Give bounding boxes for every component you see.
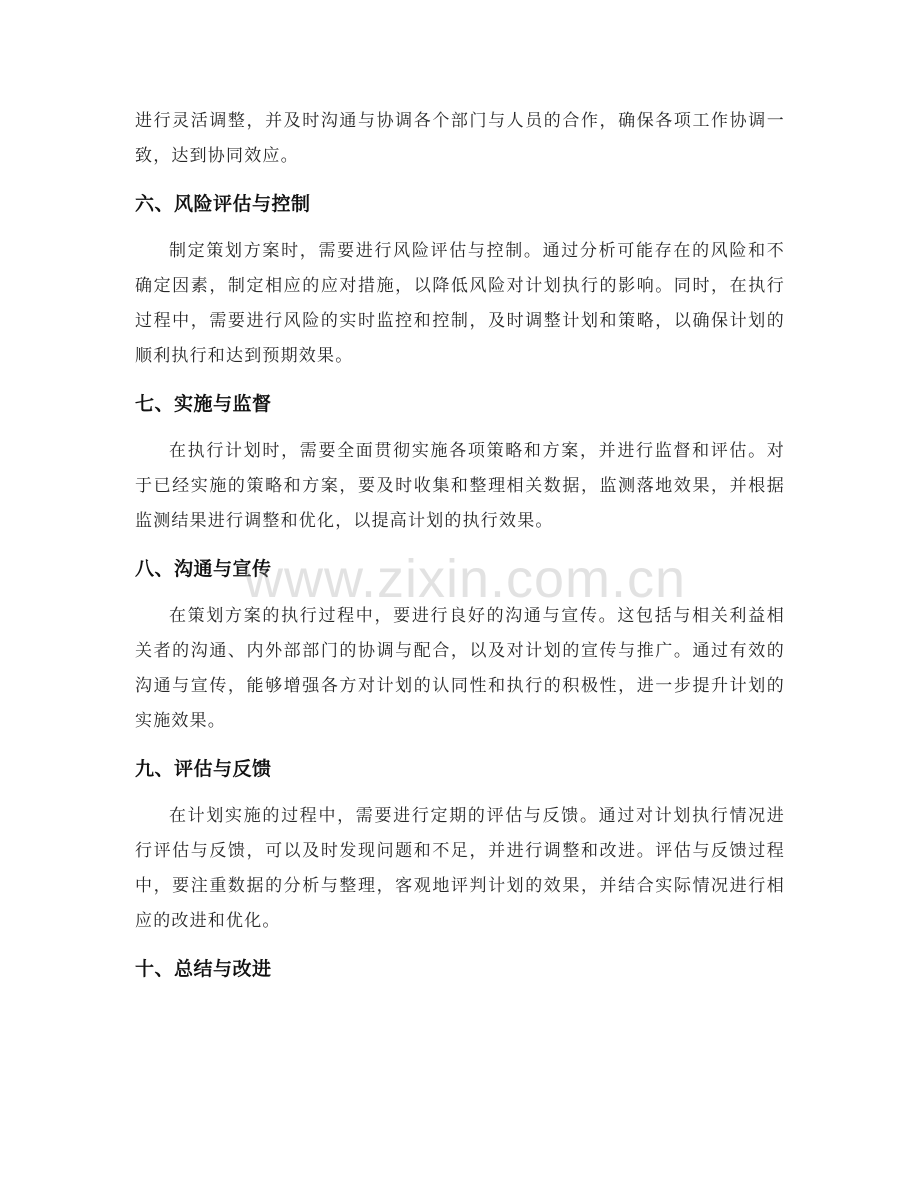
- section-heading-7: 七、实施与监督: [135, 393, 272, 415]
- document-body: [135, 104, 785, 987]
- section-heading-6: 六、风险评估与控制: [135, 193, 311, 215]
- section-heading-10: 十、总结与改进: [135, 958, 272, 980]
- section-body-8: 在策划方案的执行过程中，要进行良好的沟通与宣传。这包括与相关利益相关者的沟通、内外部部门的协调与配合，以及对计划的宣传与推广。通过有效的沟通与宣传，能够增强各方对计划的认同性和执行的积极性，进一步提升计划的实施效果。: [135, 606, 785, 731]
- section-heading-9: 九、评估与反馈: [135, 758, 272, 780]
- section-body-9: 在计划实施的过程中，需要进行定期的评估与反馈。通过对计划执行情况进行评估与反馈，可以及时发现问题和不足，并进行调整和改进。评估与反馈过程中，要注重数据的分析与整理，客观地评判计划的效果，并结合实际情况进行相应的改进和优化。: [135, 806, 785, 931]
- section-heading-8: 八、沟通与宣传: [135, 558, 272, 580]
- section-body-7: 在执行计划时，需要全面贯彻实施各项策略和方案，并进行监督和评估。对于已经实施的策略和方案，要及时收集和整理相关数据，监测落地效果，并根据监测结果进行调整和优化，以提高计划的执行效果。: [135, 441, 785, 531]
- section-body-6: 制定策划方案时，需要进行风险评估与控制。通过分析可能存在的风险和不确定因素，制定相应的应对措施，以降低风险对计划执行的影响。同时，在执行过程中，需要进行风险的实时监控和控制，及时调整计划和策略，以确保计划的顺利执行和达到预期效果。: [135, 241, 785, 366]
- watermark: www.zixin.com.cn: [243, 549, 687, 609]
- paragraph-continuation: 进行灵活调整，并及时沟通与协调各个部门与人员的合作，确保各项工作协调一致，达到协同效应。: [135, 111, 785, 166]
